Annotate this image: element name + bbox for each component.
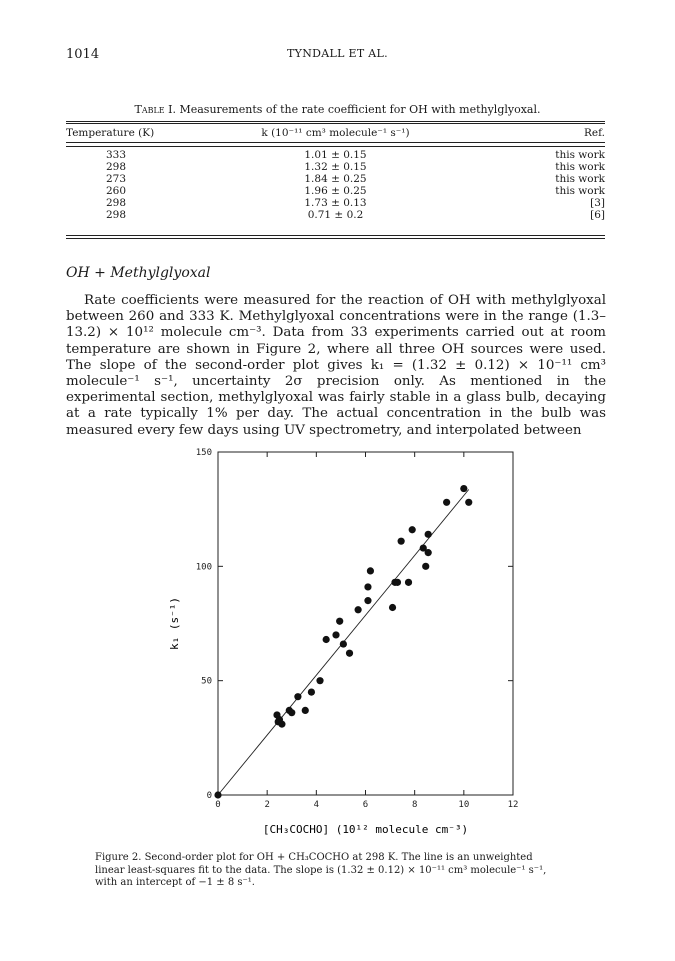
data-point [288, 709, 295, 716]
table-cell: 1.32 ± 0.15 [304, 161, 367, 173]
data-point [332, 631, 339, 638]
table-label: Table I. [134, 103, 176, 116]
data-point [340, 640, 347, 647]
data-point [422, 563, 429, 570]
data-point [367, 567, 374, 574]
y-tick-label: 0 [206, 791, 212, 801]
data-point [389, 604, 396, 611]
table-title: Measurements of the rate coefficient for OH with methylglyoxal. [179, 103, 541, 116]
running-head: TYNDALL ET AL. [287, 47, 388, 60]
body-paragraph: Rate coefficients were measured for the reaction of OH with methylglyoxal between 260 and 333 K. Methylglyoxal concentrations were in the range (1.3–13.2) × 10¹² molecule cm⁻³. Data from 33 experiments carried out at room temperature are shown in Figure 2, where all three OH sources were used. The slope of the second-order plot gives k₁ = (1.32 ± 0.12) × 10⁻¹¹ cm³ molecule⁻¹ s⁻¹, uncertainty 2σ precision only. As mentioned in the experimental section, methylglyoxal was fairly stable in a glass bulb, decaying at a rate typically 1% per day. The actual concentration in the bulb was measured every few days using UV spectrometry, and interpolated between [66, 293, 606, 438]
table-cell: 1.96 ± 0.25 [304, 185, 367, 197]
y-tick-label: 150 [195, 448, 212, 458]
data-point [294, 693, 301, 700]
x-axis-label: [CH₃COCHO] (10¹² molecule cm⁻³) [262, 823, 469, 836]
table-column-header: Temperature (K) [66, 126, 155, 139]
table-cell: 260 [105, 185, 127, 197]
data-point [398, 538, 405, 545]
x-tick-label: 4 [313, 800, 320, 810]
data-point [364, 583, 371, 590]
data-point [465, 499, 472, 506]
table-cell: 1.84 ± 0.25 [304, 173, 367, 185]
data-point [460, 485, 467, 492]
x-tick-label: 0 [215, 800, 221, 810]
data-point [443, 499, 450, 506]
data-point [355, 606, 362, 613]
table-column-header: Ref. [584, 126, 605, 139]
y-tick-label: 100 [195, 562, 212, 573]
table-cell: 1.73 ± 0.13 [304, 197, 367, 209]
table-cell: 0.71 ± 0.2 [307, 209, 364, 221]
table-cell: this work [555, 161, 605, 173]
table-cell: 298 [105, 209, 127, 221]
data-point [278, 721, 285, 728]
data-point [409, 526, 416, 533]
y-tick-label: 50 [201, 676, 212, 687]
figure-caption: Figure 2. Second-order plot for OH + CH₃COCHO at 298 K. The line is an unweighted linear least-squares fit to the data. The slope is (1.32 ± 0.12) × 10⁻¹¹ cm³ molecule⁻¹ s⁻¹, with an intercept of −1 ± 8 s⁻¹. [95, 852, 547, 889]
data-point [394, 579, 401, 586]
x-tick-label: 8 [411, 800, 418, 810]
x-tick-label: 12 [507, 800, 519, 810]
table-cell: 298 [105, 161, 127, 173]
x-tick-label: 10 [458, 800, 470, 810]
table-cell: 298 [105, 197, 127, 209]
data-point [425, 531, 432, 538]
data-point [346, 650, 353, 657]
data-point [425, 549, 432, 556]
x-tick-label: 6 [362, 800, 369, 810]
data-point [405, 579, 412, 586]
page-number: 1014 [66, 47, 100, 62]
table-column-header: k (10⁻¹¹ cm³ molecule⁻¹ s⁻¹) [261, 126, 410, 139]
data-point [316, 677, 323, 684]
table-cell: [3] [590, 197, 605, 209]
table-cell: this work [555, 185, 605, 197]
data-point [214, 791, 221, 798]
data-point [364, 597, 371, 604]
y-axis-label: k₁ (s⁻¹) [168, 597, 181, 650]
table-cell: 1.01 ± 0.15 [304, 149, 367, 161]
data-point [336, 618, 343, 625]
data-point [308, 689, 315, 696]
x-tick-label: 2 [264, 800, 270, 810]
table-cell: this work [555, 149, 605, 161]
section-heading: OH + Methylglyoxal [66, 265, 211, 281]
table-cell: 333 [105, 149, 127, 161]
table-cell: this work [555, 173, 605, 185]
data-point [323, 636, 330, 643]
table-cell: 273 [105, 173, 127, 185]
data-point [302, 707, 309, 714]
table-cell: [6] [590, 209, 605, 221]
